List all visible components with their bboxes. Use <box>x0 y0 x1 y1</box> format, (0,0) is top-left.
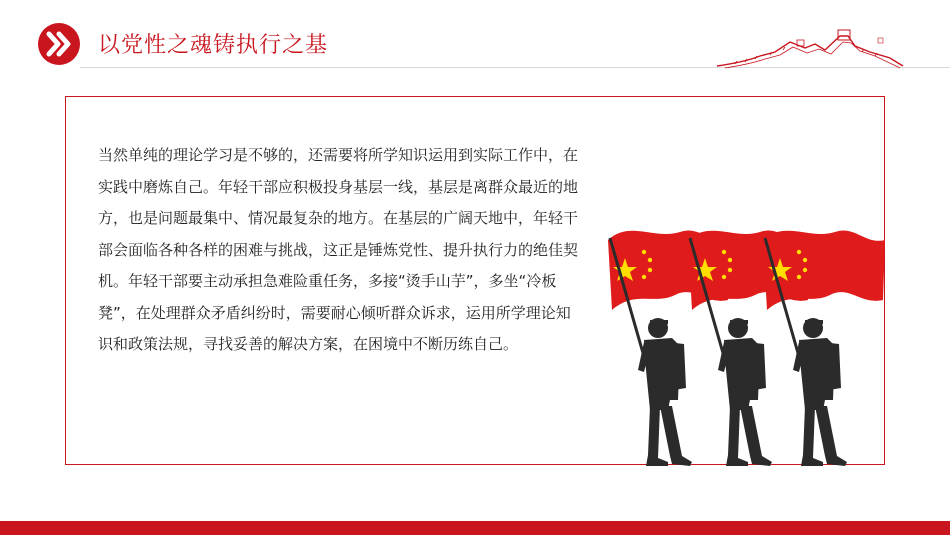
page-title: 以党性之魂铸执行之基 <box>98 33 329 58</box>
body-paragraph: 当然单纯的理论学习是不够的，还需要将所学知识运用到实际工作中，在实践中磨炼自己。年轻干部应积极投身基层一线，基层是离群众最近的地方，也是问题最集中、情况最复杂的地方。在基层的广阔天地中，年轻干部会面临各种各样的困难与挑战，这正是锤炼党性、提升执行力的绝佳契机。年轻干部要主动承担急难险重任务，多接“烫手山芋”，多坐“冷板凳”，在处理群众矛盾纠纷时，需要耐心倾听群众诉求，运用所学理论知识和政策法规，寻找妥善的解决方案，在困境中不断历练自己。 <box>98 146 579 353</box>
double-chevron-icon <box>38 23 80 65</box>
great-wall-icon <box>715 28 905 72</box>
soldiers-with-flags-icon <box>600 210 900 475</box>
footer-bar <box>0 521 950 535</box>
